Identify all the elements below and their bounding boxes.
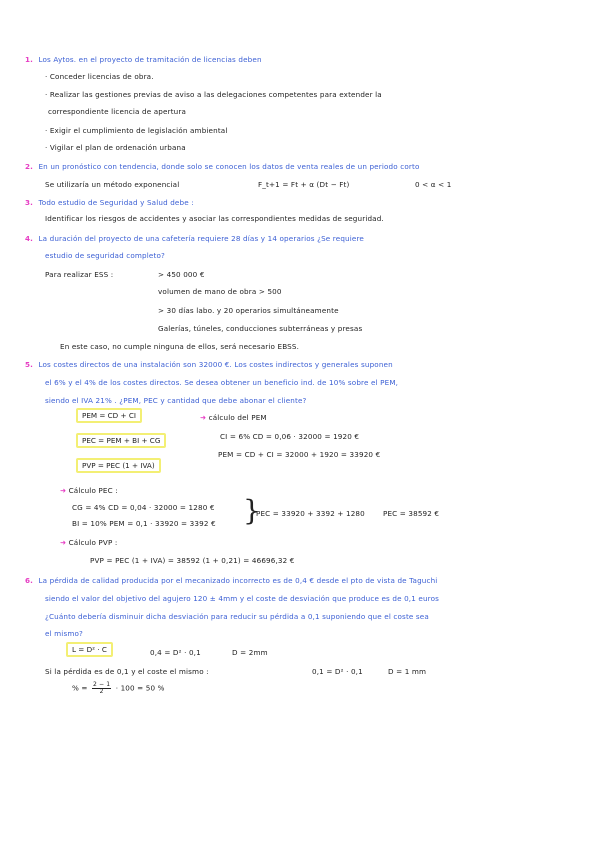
calc-result: D = 2mm — [232, 648, 268, 657]
calc-line: PEM = CD + CI = 32000 + 1920 = 33920 € — [218, 450, 381, 459]
formula-box-taguchi: L = D² · C — [66, 642, 113, 657]
question-text-continuation: el 6% y el 4% de los costes directos. Se desea obtener un beneficio ind. de 10% sobre el PEM, — [45, 378, 399, 387]
calc-pec-title-text: Cálculo PEC : — [68, 486, 118, 495]
calc-pvp-title-text: Cálculo PVP : — [68, 538, 118, 547]
bullet: · Conceder licencias de obra. — [45, 72, 154, 81]
question-4 — [25, 234, 364, 243]
question-number: 1. — [25, 55, 34, 64]
answer: Se utilizaría un método exponencial — [45, 180, 180, 189]
question-1 — [25, 55, 262, 64]
ess-condition: Galerías, túneles, conducciones subterráneas y presas — [158, 324, 363, 333]
calc-line: CI = 6% CD = 0,06 · 32000 = 1920 € — [220, 432, 360, 441]
question-number: 3. — [25, 198, 34, 207]
question-number: 2. — [25, 162, 34, 171]
case-label: Si la pérdida es de 0,1 y el coste el mismo : — [45, 667, 209, 676]
calc-line: 0,4 = D² · 0,1 — [150, 648, 201, 657]
bullet-continuation: correspondiente licencia de apertura — [48, 107, 187, 116]
formula-box-pem: PEM = CD + CI — [76, 408, 142, 423]
question-5 — [25, 360, 393, 369]
question-text-continuation: estudio de seguridad completo? — [45, 251, 165, 260]
calc-pem-title — [200, 413, 267, 422]
bullet: · Vigilar el plan de ordenación urbana — [45, 143, 186, 152]
question-text: La pérdida de calidad producida por el mecanizado incorrecto es de 0,4 € desde el pto de vista de Taguchi — [38, 576, 438, 585]
question-text-continuation: el mismo? — [45, 629, 84, 638]
fraction-numerator: 2 − 1 — [93, 681, 111, 688]
question-text-continuation: ¿Cuánto debería disminuir dicha desviación para reducir su pérdida a 0,1 suponiendo que el coste sea — [45, 612, 429, 621]
question-number: 4. — [25, 234, 34, 243]
question-2 — [25, 162, 420, 171]
question-text: Todo estudio de Seguridad y Salud debe : — [38, 198, 194, 207]
pec-result: PEC = 38592 € — [383, 509, 440, 518]
ess-label: Para realizar ESS : — [45, 270, 114, 279]
formula-box-pvp: PVP = PEC (1 + IVA) — [76, 458, 161, 473]
question-3 — [25, 198, 194, 207]
arrow-icon: ➜ — [200, 413, 207, 422]
ess-condition: > 450 000 € — [158, 270, 205, 279]
bullet: · Realizar las gestiones previas de aviso a las delegaciones competentes para extender la — [45, 90, 382, 99]
fraction — [92, 682, 111, 695]
question-text-continuation: siendo el IVA 21% . ¿PEM, PEC y cantidad que debe abonar el cliente? — [45, 396, 307, 405]
formula: F_t+1 = Ft + α (Dt − Ft) — [258, 180, 350, 189]
bullet: · Exigir el cumplimiento de legislación ambiental — [45, 126, 228, 135]
arrow-icon: ➜ — [60, 486, 67, 495]
ess-condition: > 30 días labo. y 20 operarios simultáneamente — [158, 306, 339, 315]
fraction-denominator: 2 — [99, 688, 104, 695]
question-text: Los Aytos. en el proyecto de tramitación de licencias deben — [38, 55, 262, 64]
answer: Identificar los riesgos de accidentes y asociar las correspondientes medidas de seguridad. — [45, 214, 384, 223]
question-6 — [25, 576, 437, 585]
calc-result: D = 1 mm — [388, 667, 427, 676]
formula-range: 0 < α < 1 — [415, 180, 452, 189]
ess-conclusion: En este caso, no cumple ninguna de ellos, será necesario EBSS. — [60, 342, 300, 351]
calc-line: BI = 10% PEM = 0,1 · 33920 = 3392 € — [72, 519, 216, 528]
calc-line: CG = 4% CD = 0,04 · 32000 = 1280 € — [72, 503, 215, 512]
percent-lhs: % = — [72, 683, 88, 693]
calc-line: PVP = PEC (1 + IVA) = 38592 (1 + 0,21) = 46696,32 € — [90, 556, 295, 565]
calc-pec-title — [60, 486, 118, 495]
ess-condition: volumen de mano de obra > 500 — [158, 287, 282, 296]
brace-icon: } — [243, 494, 261, 527]
pec-sum: PEC = 33920 + 3392 + 1280 — [256, 509, 365, 518]
question-text-continuation: siendo el valor del objetivo del agujero 120 ± 4mm y el coste de desviación que produce es de 0,1 euros — [45, 594, 440, 603]
question-text: La duración del proyecto de una cafetería requiere 28 días y 14 operarios ¿Se requiere — [38, 234, 364, 243]
arrow-icon: ➜ — [60, 538, 67, 547]
calc-line: 0,1 = D² · 0,1 — [312, 667, 363, 676]
formula-box-pec: PEC = PEM + BI + CG — [76, 433, 166, 448]
question-text: En un pronóstico con tendencia, donde solo se conocen los datos de venta reales de un periodo corto — [38, 162, 420, 171]
question-number: 6. — [25, 576, 34, 585]
percent-rhs: · 100 = 50 % — [115, 683, 165, 693]
calc-pem-title-text: cálculo del PEM — [208, 413, 267, 422]
calc-pvp-title — [60, 538, 117, 547]
percent-calc — [72, 682, 165, 695]
question-text: Los costes directos de una instalación son 32000 €. Los costes indirectos y generales suponen — [38, 360, 393, 369]
question-number: 5. — [25, 360, 34, 369]
